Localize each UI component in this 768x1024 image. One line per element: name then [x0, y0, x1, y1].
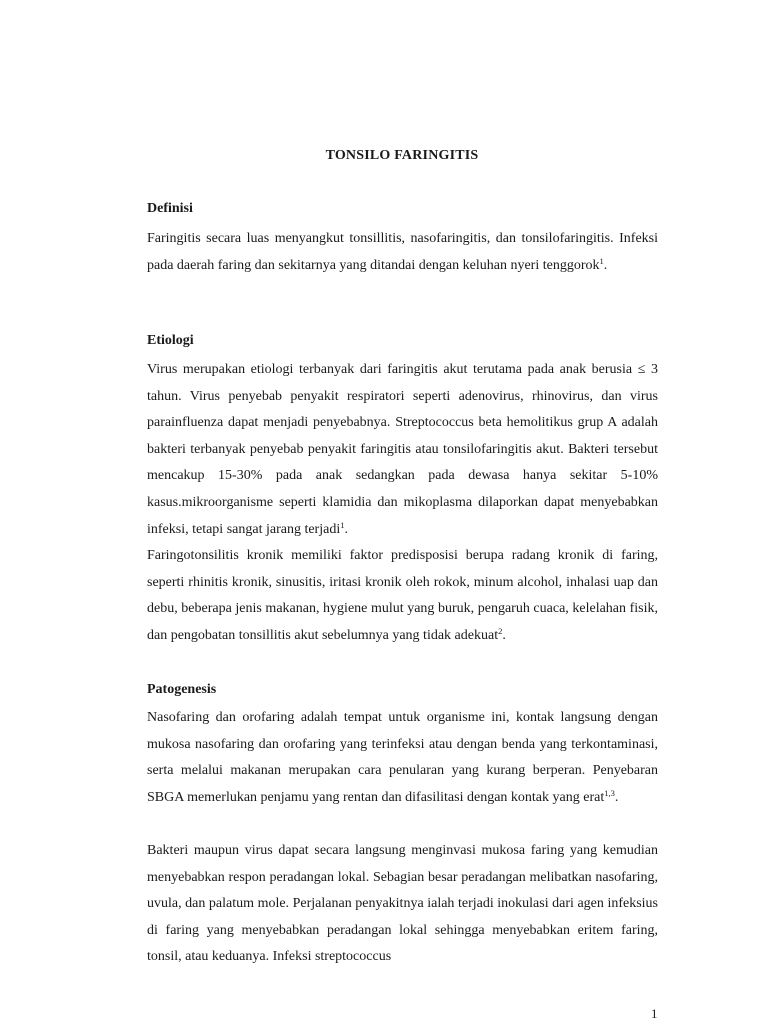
document-title: TONSILO FARINGITIS	[325, 148, 479, 163]
paragraph-text: Faringotonsilitis kronik memiliki faktor predisposisi berupa radang kronik di faring, seperti rhinitis kronik, sinusitis, iritasi kronik oleh rokok, minum alcohol, inhalasi uap dan debu, beberapa jenis makanan, hygiene mulut yang buruk, pengaruh cuaca, kelelahan fisik, dan pengobatan tonsillitis akut sebelumnya yang tidak adekuat	[147, 548, 658, 643]
citation-ref: 1,3	[604, 787, 615, 798]
page-number: 1	[651, 1006, 658, 1021]
paragraph-etiologi-2	[147, 543, 658, 649]
heading-patogenesis: Patogenesis	[147, 682, 217, 697]
citation-ref: 1	[340, 519, 345, 530]
paragraph-text: Virus merupakan etiologi terbanyak dari faringitis akut terutama pada anak berusia ≤ 3 tahun. Virus penyebab penyakit respiratori seperti adenovirus, rhinovirus, dan virus parainfluenza dapat menjadi penyebabnya. Streptococcus beta hemolitikus grup A adalah bakteri terbanyak penyebab penyakit faringitis atau tonsilofaringitis akut. Bakteri tersebut mencakup 15-30% pada anak sedangkan pada dewasa hanya sekitar 5-10% kasus.mikroorganisme seperti klamidia dan mikoplasma dilaporkan dapat menyebabkan infeksi, tetapi sangat jarang terjadi	[147, 362, 658, 537]
paragraph-text: Bakteri maupun virus dapat secara langsung menginvasi mukosa faring yang kemudian menyebabkan respon peradangan lokal. Sebagian besar peradangan melibatkan nasofaring, uvula, dan palatum mole. Perjalanan penyakitnya ialah terjadi inokulasi dari agen infeksius di faring yang menyebabkan peradangan lokal sehingga menyebabkan eritem faring, tonsil, atau keduanya. Infeksi streptococcus	[147, 843, 658, 965]
paragraph-text: Faringitis secara luas menyangkut tonsillitis, nasofaringitis, dan tonsilofaringitis. Infeksi pada daerah faring dan sekitarnya yang ditandai dengan keluhan nyeri tenggorok	[147, 231, 658, 273]
paragraph-text: Nasofaring dan orofaring adalah tempat untuk organisme ini, kontak langsung dengan mukosa nasofaring dan orofaring yang terinfeksi atau dengan benda yang terkontaminasi, serta melalui makanan merupakan cara penularan yang kurang berperan. Penyebaran SBGA memerlukan penjamu yang rentan dan difasilitasi dengan kontak yang erat	[147, 710, 658, 805]
paragraph-end: .	[614, 789, 619, 805]
heading-etiologi: Etiologi	[147, 333, 194, 348]
citation-ref: 1	[599, 255, 604, 266]
paragraph-end: .	[344, 521, 348, 537]
citation-ref: 2	[498, 625, 503, 636]
paragraph-end: .	[603, 257, 608, 273]
paragraph-etiologi-1	[147, 357, 658, 543]
paragraph-patogenesis-2	[147, 838, 658, 971]
paragraph-patogenesis-1	[147, 705, 658, 811]
heading-definisi: Definisi	[147, 201, 193, 216]
paragraph-definisi	[147, 226, 658, 279]
paragraph-end: .	[502, 627, 506, 643]
